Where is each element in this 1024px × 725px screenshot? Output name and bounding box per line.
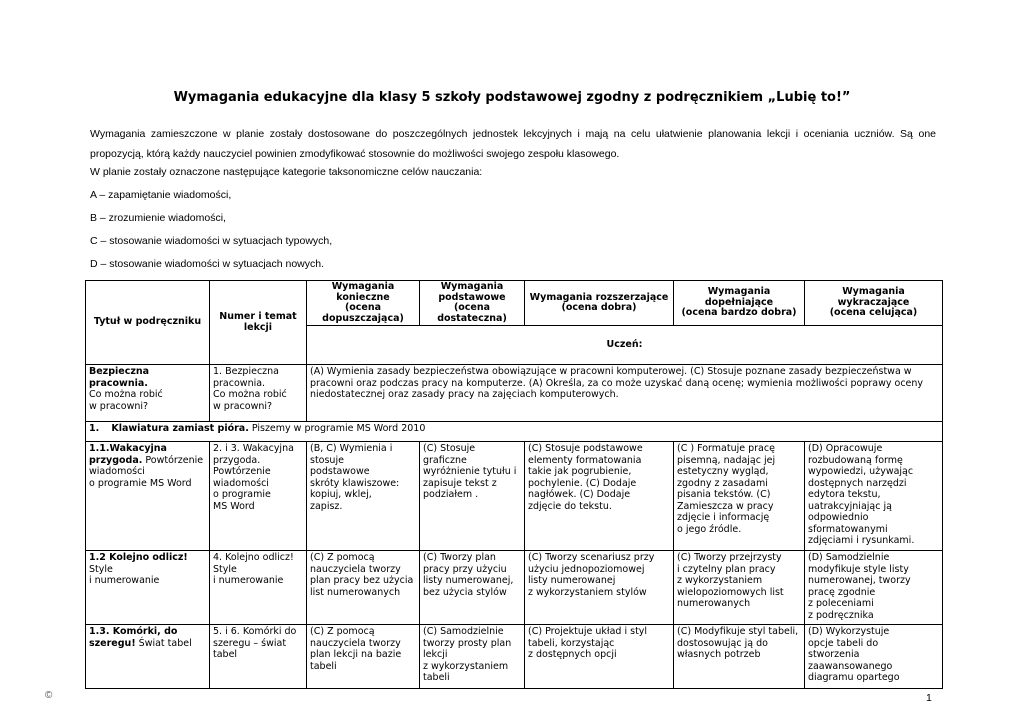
table-row [86,442,943,551]
row-title-rest: Powtórzenie wiadomości o programie MS Word [89,454,204,489]
row-req-complementary: (C) Tworzy przejrzysty i czytelny plan pracy z wykorzystaniem wielopoziomowych list numerowanych [674,551,805,625]
table-row [86,625,943,689]
row-title-cell [86,551,210,625]
row-lesson: 2. i 3. Wakacyjna przygoda. Powtórzenie wiadomości o programie MS Word [210,442,307,551]
row-title-bold: 1.3. Komórki, do szeregu! [89,626,178,649]
taxonomy-intro: W planie zostały oznaczone następujące kategorie taksonomiczne celów nauczania: [90,166,483,178]
intro-paragraph: Wymagania zamieszczone w planie zostały dostosowane do poszczególnych jednostek lekcyjnych i mają na celu ułatwienie planowania lekcji i oceniania uczniów. Są one propozycją, którą każdy nauczyciel powinien zmodyfikować stosownie do możliwości swojego zespołu klasowego. [90,128,936,160]
copyright-mark: © [45,690,53,701]
row-title-rest: Świat tabel [135,637,192,649]
row-req-exceeding: (D) Wykorzystuje opcje tabeli do stworzenia zaawansowanego diagramu opartego [805,625,943,689]
table-row [86,551,943,625]
row-req-required: (C) Z pomocą nauczyciela tworzy plan pracy bez użycia list numerowanych [307,551,420,625]
taxonomy-item-c: C – stosowanie wiadomości w sytuacjach typowych, [90,235,333,247]
section-heading-cell [86,422,943,442]
header-lesson-column: Numer i temat lekcji [210,281,307,365]
row-req-basic: (C) Tworzy plan pracy przy użyciu listy numerowanej, bez użycia stylów [420,551,525,625]
section-number: 1. [89,423,100,434]
row-req-exceeding: (D) Opracowuje rozbudowaną formę wypowiedzi, używając dostępnych narzędzi edytora tekstu, uatrakcyjniając ją odpowiednio sformatowanymi zdjęciami i rysunkami. [805,442,943,551]
row-req-basic: (C) Stosuje graficzne wyróżnienie tytułu i zapisuje tekst z podziałem . [420,442,525,551]
header-complementary: Wymagania dopełniające (ocena bardzo dobra) [674,281,805,326]
row-req-complementary: (C) Modyfikuje styl tabeli, dostosowując ją do własnych potrzeb [674,625,805,689]
row-lesson: 5. i 6. Komórki do szeregu – świat tabel [210,625,307,689]
header-basic: Wymagania podstawowe (ocena dostateczna) [420,281,525,326]
row-req-required: (B, C) Wymienia i stosuje podstawowe skróty klawiszowe: kopiuj, wklej, zapisz. [307,442,420,551]
row-req-extended: (C) Tworzy scenariusz przy użyciu jednopoziomowej listy numerowanej z wykorzystaniem stylów [525,551,674,625]
requirements-table [85,280,943,689]
document-title: Wymagania edukacyjne dla klasy 5 szkoły podstawowej zgodny z podręcznikiem „Lubię to!” [173,90,851,105]
taxonomy-item-b: B – zrozumienie wiadomości, [90,212,226,224]
header-uczen: Uczeń: [307,326,943,365]
row-title-rest: Co można robić w pracowni? [89,389,163,412]
row-title-bold: 1.2 Kolejno odlicz! [89,552,188,563]
row-title-cell [86,442,210,551]
row-title-cell [86,625,210,689]
row-req-complementary: (C ) Formatuje pracę pisemną, nadając jej estetyczny wygląd, zgodny z zasadami pisania tekstów. (C) Zamieszcza w pracy zdjęcie i informację o jego źródle. [674,442,805,551]
row-req-extended: (C) Stosuje podstawowe elementy formatowania takie jak pogrubienie, pochylenie. (C) Dodaje nagłówek. (C) Dodaje zdjęcie do tekstu. [525,442,674,551]
row-requirements-merged: (A) Wymienia zasady bezpieczeństwa obowiązujące w pracowni komputerowej. (C) Stosuje poznane zasady bezpieczeństwa w pracowni oraz podczas pracy na komputerze. (A) Określa, za co może uzyskać daną ocenę; wymienia możliwości poprawy oceny niedostatecznej oraz zasady pracy na zajęciach komputerowych. [307,365,943,422]
table-row-intro [86,365,943,422]
table-section-row [86,422,943,442]
row-req-basic: (C) Samodzielnie tworzy prosty plan lekcji z wykorzystaniem tabeli [420,625,525,689]
row-title-bold: Bezpieczna pracownia. [89,366,150,389]
row-lesson: 4. Kolejno odlicz! Style i numerowanie [210,551,307,625]
header-required: Wymagania konieczne (ocena dopuszczająca) [307,281,420,326]
row-title-cell [86,365,210,422]
row-lesson: 1. Bezpieczna pracownia. Co można robić w pracowni? [210,365,307,422]
page-number: 1 [926,692,932,704]
row-req-required: (C) Z pomocą nauczyciela tworzy plan lekcji na bazie tabeli [307,625,420,689]
row-title-bold: 1.1.Wakacyjna przygoda. [89,443,167,466]
taxonomy-item-d: D – stosowanie wiadomości w sytuacjach nowych. [90,258,325,270]
section-title-bold: Klawiatura zamiast pióra. [111,423,249,434]
row-title-rest: Style i numerowanie [89,563,160,586]
section-title-rest: Piszemy w programie MS Word 2010 [248,423,426,434]
header-title-column: Tytuł w podręczniku [86,281,210,365]
row-req-extended: (C) Projektuje układ i styl tabeli, korzystając z dostępnych opcji [525,625,674,689]
header-extended: Wymagania rozszerzające (ocena dobra) [525,281,674,326]
taxonomy-item-a: A – zapamiętanie wiadomości, [90,189,232,201]
header-exceeding: Wymagania wykraczające (ocena celująca) [805,281,943,326]
row-req-exceeding: (D) Samodzielnie modyfikuje style listy numerowanej, tworzy pracę zgodnie z poleceniami z podręcznika [805,551,943,625]
